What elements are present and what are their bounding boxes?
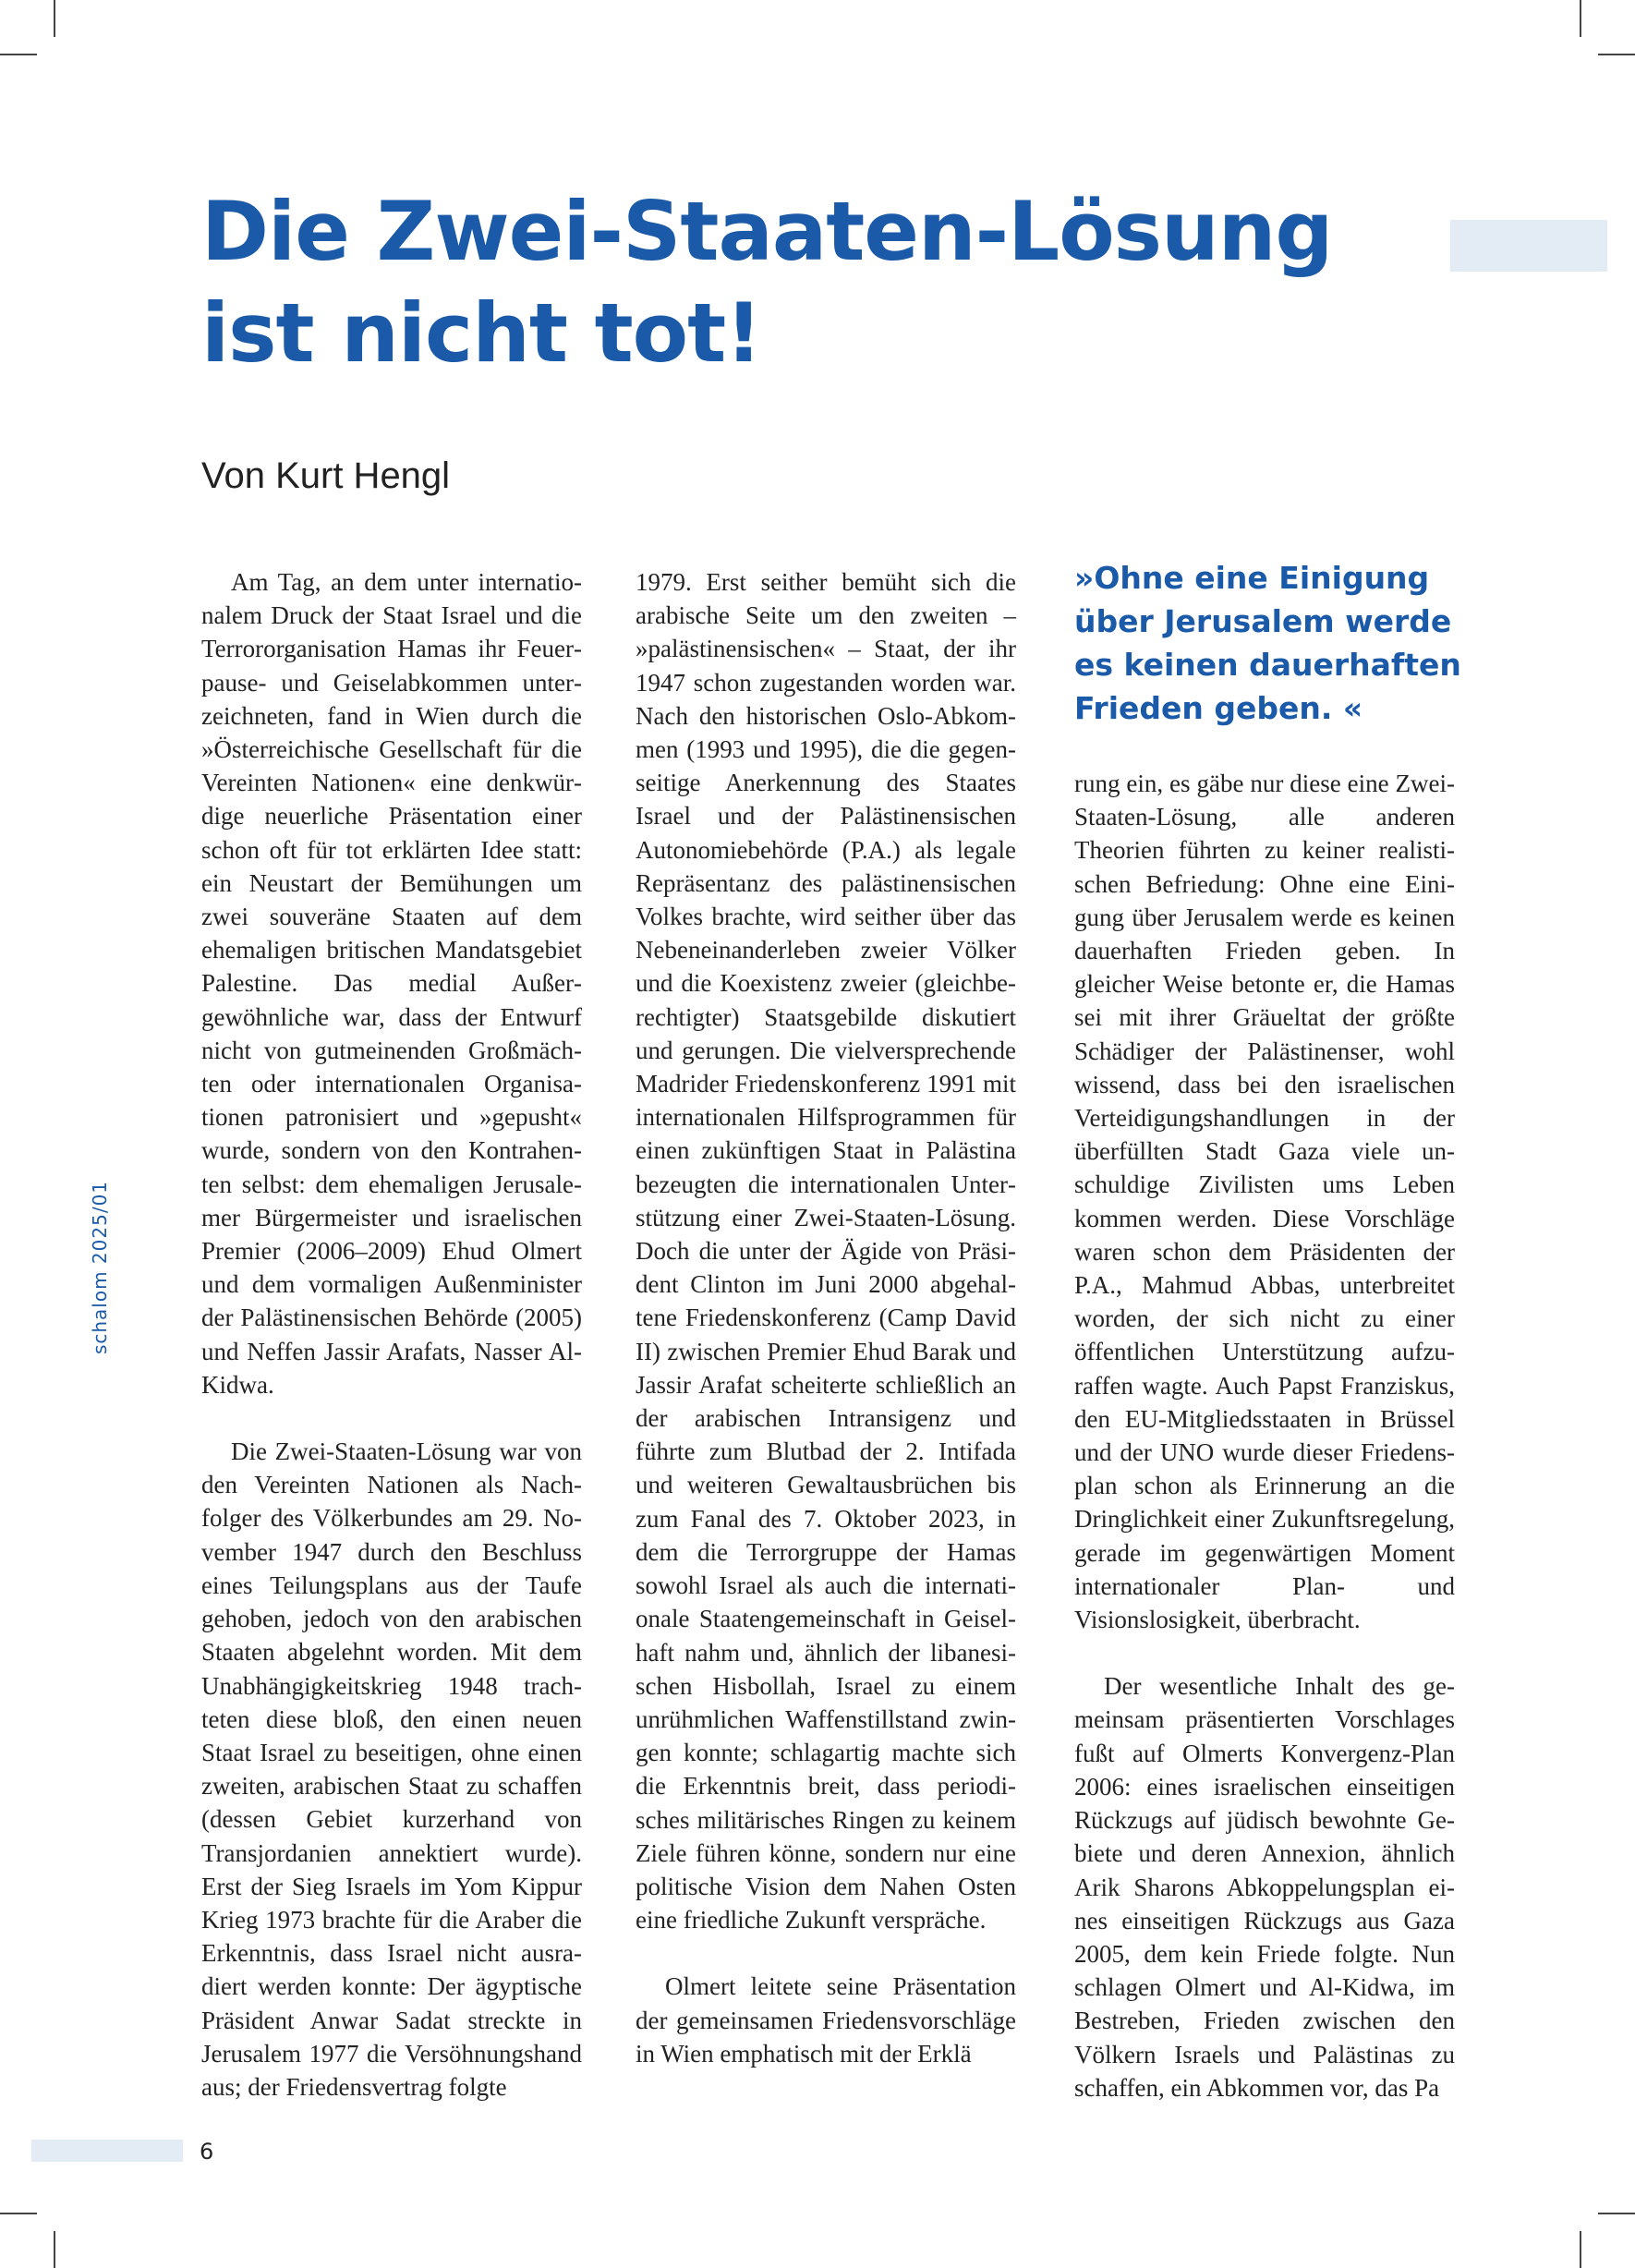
pull-quote-line: es keinen dauerhaften <box>1074 647 1461 683</box>
crop-mark <box>1580 2231 1581 2268</box>
crop-mark <box>0 54 37 55</box>
pull-quote-line: über Jerusalem werde <box>1074 603 1452 639</box>
paragraph: Am Tag, an dem unter internationalem Druck der Staat Israel und die Terrororganisation Hamas ihr Feuerpause- und Geiselabkommen unterzeichneten, fand in Wien durch die »Österreichische Gesellschaft für die Vereinten Nationen« eine denkwürdige neuerliche Präsentation einer schon oft für tot erklärten Idee statt: ein Neustart der Bemühungen um zwei souveräne Staaten auf dem ehemaligen britischen Mandatsgebiet Palestine. Das medial Außergewöhnliche war, dass der Entwurf nicht von gutmeinenden Großmächten oder internationalen Organisationen patronisiert und »gepusht« wurde, sondern von den Kontrahenten selbst: dem ehemaligen Jerusalemer Bürgermeister und israelischen Premier (2006–2009) Ehud Olmert und dem vormaligen Außenminister der Palästinensischen Behörde (2005) und Neffen Jassir Arafats, Nasser Al-Kidwa. <box>201 568 582 1399</box>
paragraph: 1979. Erst seither bemüht sich die arabische Seite um den zweiten – »palästinensischen« – Staat, der ihr 1947 schon zugestanden worden war. Nach den historischen Oslo-Abkommen (1993 und 1995), die die gegenseitige Anerkennung des Staates Israel und der Palästinensischen Autonomiebehörde (P.A.) als legale Repräsentanz des palästinensischen Volkes brachte, wird seither über das Nebeneinanderleben zweier Völker und die Koexistenz zweier (gleichberechtigter) Staatsgebilde diskutiert und gerungen. Die vielversprechende Madrider Friedenskonferenz 1991 mit internationalen Hilfsprogrammen für einen zukünftigen Staat in Palästina bezeugten die internationalen Unterstützung einer Zwei-Staaten-Lösung. Doch die unter der Ägide von Präsident Clinton im Juni 2000 abgehaltene Friedenskonferenz (Camp David II) zwischen Premier Ehud Barak und Jassir Arafat scheiterte schließlich an der arabischen Intransigenz und führte zum Blutbad der 2. Intifada und weiteren Gewaltausbrüchen bis zum Fanal des 7. Oktober 2023, in dem die Terrorgruppe der Hamas sowohl Israel als auch die internationale Staatengemeinschaft in Geiselhaft nahm und, ähnlich der libanesischen Hisbollah, Israel zu einem unrühmlichen Waffenstillstand zwingen konnte; schlagartig machte sich die Erkenntnis breit, dass periodisches militärisches Ringen zu keinem Ziele führen könne, sondern nur eine politische Vision dem Nahen Osten eine friedliche Zukunft verspräche. <box>636 568 1016 1934</box>
crop-mark <box>54 0 55 37</box>
paragraph: rung ein, es gäbe nur diese eine Zwei-Staaten-Lösung, alle anderen Theorien führten zu keiner realistischen Befriedung: Ohne eine Einigung über Jerusalem werde es keinen dauerhaften Frieden geben. In gleicher Weise betonte er, die Hamas sei mit ihrer Gräueltat der größte Schädiger der Palästinenser, wohl wissend, dass bei den israelischen Verteidigungshandlungen in der überfüllten Stadt Gaza viele unschuldige Zivilisten ums Leben kommen werden. Diese Vorschläge waren schon dem Präsidenten der P.A., Mahmud Abbas, unterbreitet worden, der sich nicht zu einer öffentlichen Unterstützung aufzuraffen wagte. Auch Papst Franziskus, den EU-Mitgliedsstaaten in Brüssel und der UNO wurde dieser Friedensplan schon als Erinnerung an die Dringlichkeit einer Zukunftsregelung, gerade im gegenwärtigen Moment internationaler Plan- und Visionslosigkeit, überbracht. <box>1074 770 1455 1634</box>
page-number: 6 <box>200 2139 214 2165</box>
text-column-3 <box>1074 767 1455 2104</box>
pull-quote <box>1074 556 1481 730</box>
pull-quote-line: Frieden geben. « <box>1074 690 1363 726</box>
crop-mark <box>1598 2213 1635 2214</box>
header-accent-bar <box>1450 220 1607 272</box>
text-column-2 <box>636 565 1016 2070</box>
author-byline: Von Kurt Hengl <box>201 455 451 496</box>
crop-mark <box>1580 0 1581 37</box>
issue-label: schalom 2025/01 <box>89 1180 111 1355</box>
article-title <box>201 181 1458 384</box>
crop-mark <box>0 2213 37 2214</box>
crop-mark <box>54 2231 55 2268</box>
crop-mark <box>1598 54 1635 55</box>
title-line: ist nicht tot! <box>201 285 762 381</box>
footer-accent-bar <box>31 2140 183 2162</box>
text-column-1 <box>201 565 582 2104</box>
paragraph: Olmert leitete seine Präsentation der gemeinsamen Friedensvorschläge in Wien emphatisch mit der Erklä <box>636 1972 1016 2068</box>
pull-quote-line: »Ohne eine Einigung <box>1074 560 1430 596</box>
paragraph: Der wesentliche Inhalt des gemeinsam präsentierten Vorschlages fußt auf Olmerts Konvergenz-Plan 2006: eines israelischen einseitigen Rückzugs auf jüdisch bewohnte Gebiete und deren Annexion, ähnlich Arik Sharons Abkoppelungsplan eines einseitigen Rückzugs aus Gaza 2005, dem kein Friede folgte. Nun schlagen Olmert und Al-Kidwa, im Bestreben, Frieden zwischen den Völkern Israels und Palästinas zu schaffen, ein Abkommen vor, das Pa <box>1074 1672 1455 2102</box>
paragraph: Die Zwei-Staaten-Lösung war von den Vereinten Nationen als Nachfolger des Völkerbundes am 29. November 1947 durch den Beschluss eines Teilungsplans aus der Taufe gehoben, jedoch von den arabischen Staaten abgelehnt worden. Mit dem Unabhängigkeitskrieg 1948 trachteten diese bloß, den einen neuen Staat Israel zu beseitigen, ohne einen zweiten, arabischen Staat zu schaffen (dessen Gebiet kurzerhand von Transjordanien annektiert wurde). Erst der Sieg Israels im Yom Kippur Krieg 1973 brachte für die Araber die Erkenntnis, dass Israel nicht ausradiert werden konnte: Der ägyptische Präsident Anwar Sadat streckte in Jerusalem 1977 die Versöhnungshand aus; der Friedensvertrag folgte <box>201 1437 582 2101</box>
title-line: Die Zwei-Staaten-Lösung <box>201 184 1333 279</box>
